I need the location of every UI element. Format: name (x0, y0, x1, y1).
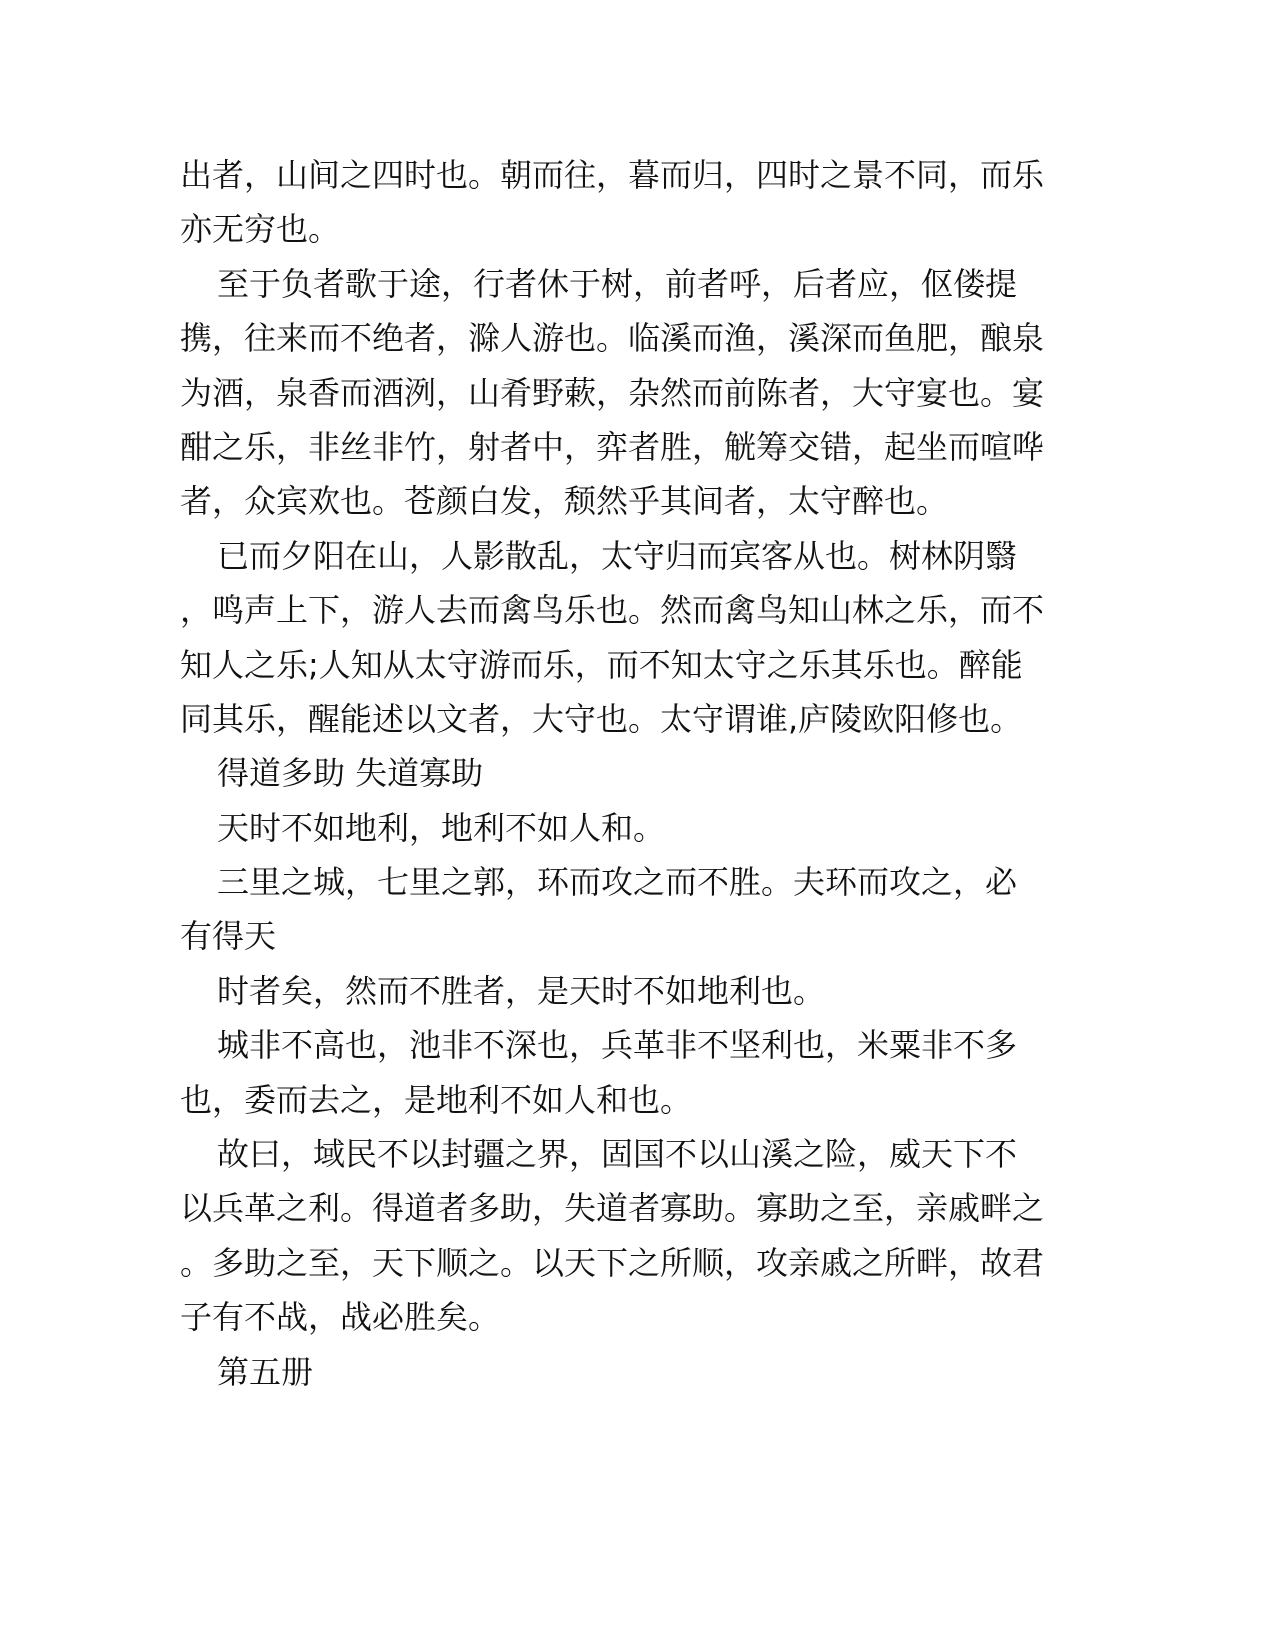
text-line: 酣之乐，非丝非竹，射者中，弈者胜，觥筹交错，起坐而喧哗 (180, 427, 1045, 466)
paragraph-start-line: 天时不如地利，地利不如人和。 (217, 808, 666, 847)
text-line: 。多助之至，天下顺之。以天下之所顺，攻亲戚之所畔，故君 (180, 1243, 1045, 1282)
text-line: 同其乐，醒能述以文者，大守也。太守谓谁,庐陵欧阳修也。 (180, 699, 1023, 738)
text-line: 知人之乐;人知从太守游而乐，而不知太守之乐其乐也。醉能 (180, 645, 1023, 684)
text-line: 也，委而去之，是地利不如人和也。 (180, 1080, 693, 1119)
text-line: 亦无穷也。 (180, 210, 341, 249)
text-line: ，鸣声上下，游人去而禽鸟乐也。然而禽鸟知山林之乐，而不 (180, 591, 1045, 630)
paragraph-start-line: 已而夕阳在山，人影散乱，太守归而宾客从也。树林阴翳 (217, 536, 1018, 575)
text-line: 出者，山间之四时也。朝而往，暮而归，四时之景不同，而乐 (180, 156, 1045, 194)
text-line: 为酒，泉香而酒洌，山肴野蔌，杂然而前陈者，大守宴也。宴 (180, 373, 1045, 412)
section-title: 得道多助 失道寡助 (217, 754, 484, 793)
paragraph-start-line: 三里之城，七里之郭，环而攻之而不胜。夫环而攻之，必 (217, 863, 1018, 902)
text-line: 携，往来而不绝者，滁人游也。临溪而渔，溪深而鱼肥，酿泉 (180, 319, 1045, 358)
paragraph-start-line: 故曰，域民不以封疆之界，固国不以山溪之险，威天下不 (217, 1135, 1018, 1174)
text-line: 者，众宾欢也。苍颜白发，颓然乎其间者，太守醉也。 (180, 482, 949, 521)
body-text (180, 148, 1045, 1399)
volume-heading: 第五册 (217, 1352, 314, 1391)
text-line: 以兵革之利。得道者多助，失道者寡助。寡助之至，亲戚畔之 (180, 1189, 1045, 1228)
text-line: 有得天 (180, 917, 277, 956)
paragraph-start-line: 至于负者歌于途，行者休于树，前者呼，后者应，伛偻提 (217, 264, 1018, 303)
text-line: 子有不战，战必胜矣。 (180, 1298, 501, 1337)
paragraph-start-line: 时者矣，然而不胜者，是天时不如地利也。 (217, 971, 826, 1010)
paragraph-start-line: 城非不高也，池非不深也，兵革非不坚利也，米粟非不多 (217, 1026, 1018, 1065)
